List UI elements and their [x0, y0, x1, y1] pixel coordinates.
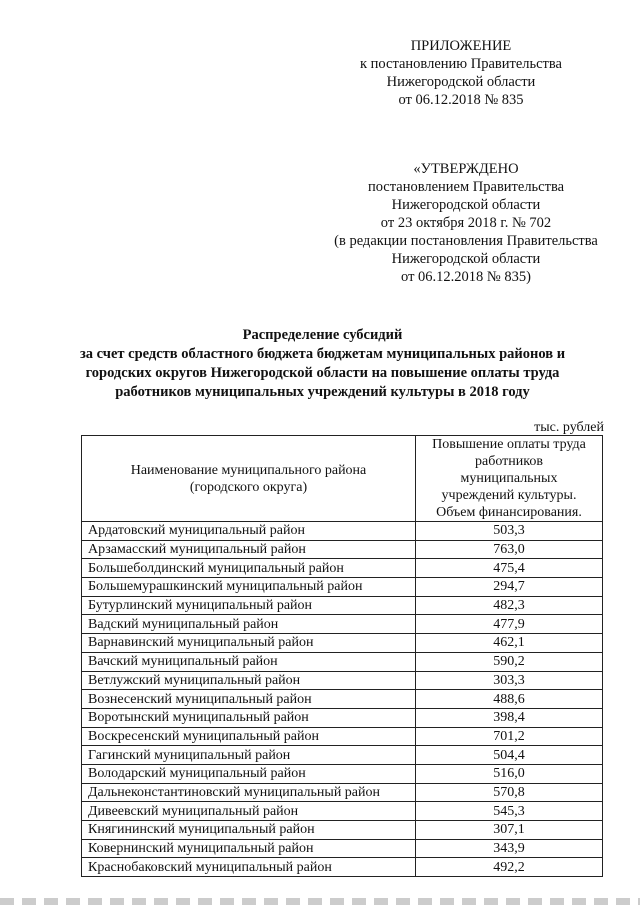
- district-name: Ардатовский муниципальный район: [82, 522, 416, 541]
- subsidy-table: [81, 435, 603, 877]
- funding-value: 398,4: [416, 708, 603, 727]
- district-name: Ковернинский муниципальный район: [82, 839, 416, 858]
- district-name: Бутурлинский муниципальный район: [82, 596, 416, 615]
- header-value-line: Объем финансирования.: [436, 505, 582, 520]
- district-name: Вадский муниципальный район: [82, 615, 416, 634]
- header-name-line: (городского округа): [189, 479, 308, 495]
- district-name: Княгининский муниципальный район: [82, 821, 416, 840]
- funding-value: 475,4: [416, 559, 603, 578]
- appendix-line: к постановлению Правительства: [360, 56, 562, 72]
- appendix-label: ПРИЛОЖЕНИЕ: [410, 38, 512, 54]
- funding-value: 504,4: [416, 746, 603, 765]
- table-header-row: [82, 436, 603, 522]
- approved-line: (в редакции постановления Правительства: [334, 233, 598, 249]
- table-row: [82, 746, 603, 765]
- table-row: [82, 764, 603, 783]
- district-name: Арзамасский муниципальный район: [82, 540, 416, 559]
- header-name-line: Наименование муниципального района: [130, 462, 367, 478]
- funding-value: 763,0: [416, 540, 603, 559]
- approved-line: постановлением Правительства: [367, 179, 565, 195]
- funding-value: 488,6: [416, 690, 603, 709]
- approved-line: Нижегородской области: [391, 197, 541, 213]
- appendix-line: Нижегородской области: [386, 74, 536, 90]
- table-row: [82, 783, 603, 802]
- approved-line: Нижегородской области: [391, 251, 541, 267]
- table-row: [82, 615, 603, 634]
- district-name: Большемурашкинский муниципальный район: [82, 578, 416, 597]
- approval-stamp-block: [316, 160, 616, 286]
- scan-artifact-strip: [0, 898, 640, 905]
- table-row: [82, 559, 603, 578]
- district-name: Вачский муниципальный район: [82, 652, 416, 671]
- district-name: Вознесенский муниципальный район: [82, 690, 416, 709]
- funding-value: 516,0: [416, 764, 603, 783]
- column-header-value: [416, 436, 603, 522]
- funding-value: 307,1: [416, 821, 603, 840]
- table-row: [82, 540, 603, 559]
- table-row: [82, 652, 603, 671]
- title-line: Распределение субсидий: [242, 327, 403, 343]
- district-name: Дальнеконстантиновский муниципальный район: [82, 783, 416, 802]
- district-name: Краснобаковский муниципальный район: [82, 858, 416, 877]
- district-name: Володарский муниципальный район: [82, 764, 416, 783]
- table-row: [82, 596, 603, 615]
- approved-line: от 23 октября 2018 г. № 702: [380, 215, 552, 231]
- table-row: [82, 522, 603, 541]
- table-row: [82, 578, 603, 597]
- document-title: [70, 326, 575, 402]
- funding-value: 482,3: [416, 596, 603, 615]
- table-row: [82, 802, 603, 821]
- funding-value: 503,3: [416, 522, 603, 541]
- table-row: [82, 634, 603, 653]
- header-value-line: Повышение оплаты труда: [432, 437, 586, 452]
- title-line: городских округов Нижегородской области на повышение оплаты труда: [85, 365, 560, 381]
- table-row: [82, 708, 603, 727]
- funding-value: 492,2: [416, 858, 603, 877]
- header-value-line: работников: [475, 454, 543, 469]
- appendix-line: от 06.12.2018 № 835: [398, 92, 524, 108]
- table-row: [82, 727, 603, 746]
- funding-value: 303,3: [416, 671, 603, 690]
- funding-value: 590,2: [416, 652, 603, 671]
- table-row: [82, 671, 603, 690]
- units-label: тыс. рублей: [534, 420, 604, 435]
- district-name: Большеболдинский муниципальный район: [82, 559, 416, 578]
- funding-value: 294,7: [416, 578, 603, 597]
- district-name: Воскресенский муниципальный район: [82, 727, 416, 746]
- district-name: Гагинский муниципальный район: [82, 746, 416, 765]
- appendix-header: [340, 37, 582, 109]
- funding-value: 570,8: [416, 783, 603, 802]
- header-value-line: учреждений культуры.: [441, 488, 577, 503]
- table-row: [82, 858, 603, 877]
- district-name: Ветлужский муниципальный район: [82, 671, 416, 690]
- column-header-name: [82, 436, 416, 522]
- funding-value: 462,1: [416, 634, 603, 653]
- funding-value: 545,3: [416, 802, 603, 821]
- funding-value: 477,9: [416, 615, 603, 634]
- header-value-line: муниципальных: [460, 471, 558, 486]
- title-line: за счет средств областного бюджета бюджетам муниципальных районов и: [79, 346, 566, 362]
- approved-label: «УТВЕРЖДЕНО: [413, 161, 519, 177]
- funding-value: 343,9: [416, 839, 603, 858]
- title-line: работников муниципальных учреждений культуры в 2018 году: [115, 384, 530, 400]
- table-row: [82, 690, 603, 709]
- approved-line: от 06.12.2018 № 835): [401, 269, 531, 285]
- district-name: Дивеевский муниципальный район: [82, 802, 416, 821]
- district-name: Варнавинский муниципальный район: [82, 634, 416, 653]
- district-name: Воротынский муниципальный район: [82, 708, 416, 727]
- table-row: [82, 821, 603, 840]
- table-row: [82, 839, 603, 858]
- funding-value: 701,2: [416, 727, 603, 746]
